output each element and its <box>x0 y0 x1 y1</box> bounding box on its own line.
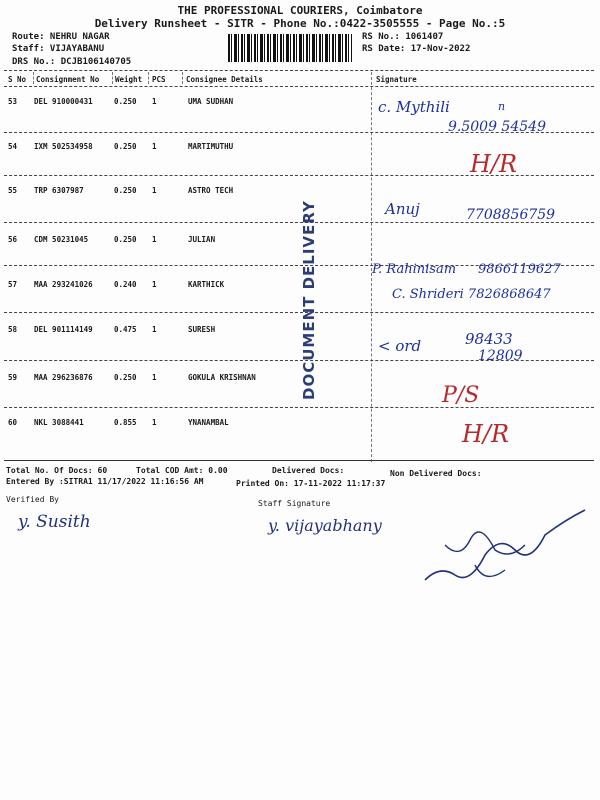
signature-row-58: < ord <box>378 337 422 355</box>
row-sno: 58 <box>8 325 18 334</box>
ps-mark-row-59: P/S <box>442 383 480 408</box>
col-header-consignment: Consignment No <box>36 75 100 84</box>
row-consignee: ASTRO TECH <box>188 186 234 195</box>
row-sno: 54 <box>8 142 18 151</box>
row-consignee: MARTIMUTHU <box>188 142 234 151</box>
printed-on: Printed On: 17-11-2022 11:17:37 <box>236 479 386 488</box>
row-rule <box>4 312 594 313</box>
signature-row-53: c. Mythili <box>378 98 450 116</box>
row-pcs: 1 <box>152 418 157 427</box>
document-delivery-stamp: DOCUMENT DELIVERY <box>300 200 318 400</box>
row-weight: 0.250 <box>114 97 137 106</box>
row-pcs: 1 <box>152 186 157 195</box>
row-pcs: 1 <box>152 325 157 334</box>
rs-date: RS Date: 17-Nov-2022 <box>362 44 471 54</box>
total-cod-amount: Total COD Amt: 0.00 <box>136 466 228 475</box>
row-consignment-no: DEL 901114149 <box>34 325 93 334</box>
signature-row-55: Anuj <box>385 200 420 218</box>
runsheet-subtitle: Delivery Runsheet - SITR - Phone No.:0422-3505555 - Page No.:5 <box>94 17 506 30</box>
col-header-weight: Weight <box>115 75 143 84</box>
row-pcs: 1 <box>152 142 157 151</box>
row-pcs: 1 <box>152 280 157 289</box>
signature-row-57-second: C. Shrideri 7826868647 <box>392 287 551 302</box>
row-pcs: 1 <box>152 373 157 382</box>
row-sno: 59 <box>8 373 18 382</box>
row-consignment-no: MAA 296236876 <box>34 373 93 382</box>
non-delivered-docs: Non Delivered Docs: <box>390 469 482 478</box>
row-sno: 53 <box>8 97 18 106</box>
row-consignment-no: IXM 502534958 <box>34 142 93 151</box>
row-consignment-no: MAA 293241026 <box>34 280 93 289</box>
row-consignee: UMA SUDHAN <box>188 97 234 106</box>
hr-mark-row-54: H/R <box>470 150 518 178</box>
row-weight: 0.250 <box>114 186 137 195</box>
signature-row-53-mark: n <box>498 100 506 113</box>
row-pcs: 1 <box>152 235 157 244</box>
scribble-signature-icon <box>415 505 595 590</box>
signature-row-58-phone-end: 12809 <box>478 348 523 364</box>
row-consignee: KARTHICK <box>188 280 225 289</box>
signature-row-57-phone: 9866119627 <box>478 262 561 277</box>
company-title: THE PROFESSIONAL COURIERS, Coimbatore <box>177 4 423 17</box>
row-consignee: YNANAMBAL <box>188 418 229 427</box>
row-weight: 0.240 <box>114 280 137 289</box>
row-weight: 0.250 <box>114 373 137 382</box>
entered-by: Entered By :SITRA1 11/17/2022 11:16:56 AM <box>6 477 204 486</box>
delivered-docs: Delivered Docs: <box>272 466 345 475</box>
col-header-consignee: Consignee Details <box>186 75 263 84</box>
staff-label: Staff: VIJAYABANU <box>12 44 105 54</box>
col-divider <box>148 72 149 84</box>
row-weight: 0.250 <box>114 142 137 151</box>
route-label: Route: NEHRU NAGAR <box>12 32 110 42</box>
rs-number: RS No.: 1061407 <box>362 32 444 42</box>
staff-signature-label: Staff Signature <box>258 499 331 508</box>
row-weight: 0.855 <box>114 418 137 427</box>
col-header-signature: Signature <box>376 75 417 84</box>
row-sno: 60 <box>8 418 18 427</box>
col-header-sno: S No <box>8 75 27 84</box>
row-consignment-no: CDM 50231045 <box>34 235 89 244</box>
row-consignee: SURESH <box>188 325 216 334</box>
row-consignee: JULIAN <box>188 235 216 244</box>
table-top-rule <box>4 70 594 71</box>
row-pcs: 1 <box>152 97 157 106</box>
header-rule <box>4 86 594 87</box>
verified-by-label: Verified By <box>6 495 59 504</box>
col-divider <box>33 72 34 84</box>
row-sno: 55 <box>8 186 18 195</box>
staff-signature-text: y. vijayabhany <box>268 516 382 535</box>
signature-row-57: P. Rahinisam <box>372 262 457 277</box>
row-consignment-no: NKL 3088441 <box>34 418 84 427</box>
col-header-pcs: PCS <box>152 75 166 84</box>
row-weight: 0.250 <box>114 235 137 244</box>
row-consignment-no: DEL 910000431 <box>34 97 93 106</box>
row-sno: 57 <box>8 280 18 289</box>
row-consignee: GOKULA KRISHNAN <box>188 373 256 382</box>
signature-row-53-phone: 9.5009 54549 <box>448 119 546 135</box>
signature-row-58-phone: 98433 <box>465 330 513 348</box>
drs-number: DRS No.: DCJB106140705 <box>12 57 132 67</box>
row-rule <box>4 407 594 408</box>
row-sno: 56 <box>8 235 18 244</box>
signature-row-55-phone: 7708856759 <box>466 207 556 223</box>
col-divider <box>112 72 113 84</box>
barcode-image <box>228 34 352 62</box>
table-bottom-rule <box>4 460 594 461</box>
col-divider <box>182 72 183 84</box>
verified-by-signature: y. Susith <box>18 512 91 532</box>
row-consignment-no: TRP 6307987 <box>34 186 84 195</box>
hr-mark-row-60: H/R <box>462 420 510 448</box>
row-weight: 0.475 <box>114 325 137 334</box>
total-docs: Total No. Of Docs: 60 <box>6 466 108 475</box>
